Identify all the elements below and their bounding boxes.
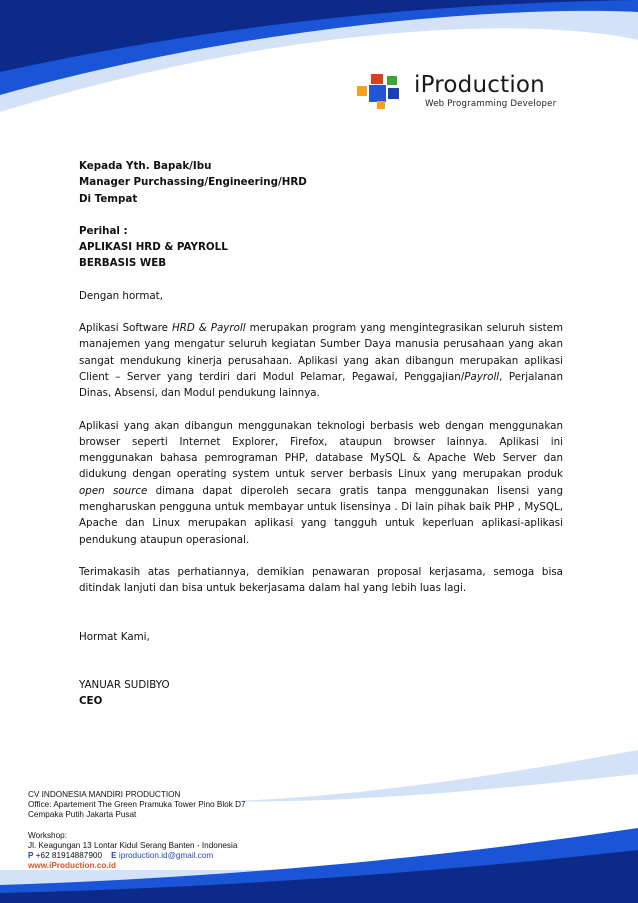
paragraph-closing: Terimakasih atas perhatiannya, demikian penawaran proposal kerjasama, semoga bisa ditindak lanjuti dan bisa untuk bekerjasama dalam hal yang lebih luas lagi. bbox=[79, 565, 563, 595]
recipient-line: Manager Purchassing/Engineering/HRD bbox=[79, 176, 307, 189]
contact-line bbox=[28, 851, 328, 861]
phone-number: +62 81914887900 bbox=[35, 851, 103, 861]
company-name: CV INDONESIA MANDIRI PRODUCTION bbox=[28, 790, 181, 799]
subject-line: APLIKASI HRD & PAYROLL bbox=[79, 241, 228, 254]
paragraph-technology: Aplikasi yang akan dibangun menggunakan teknologi berbasis web dengan menggunakan browser seperti Internet Explorer, Firefox, ataupun browser lainnya. Aplikasi ini menggunakan bahasa pemrograman PHP, database MySQL & Apache Web Server dan didukung dengan operating system untuk server berbasis Linux yang merupakan produk open source dimana dapat diperoleh secara gratis tanpa menggunakan lisensi yang mengharuskan pengguna untuk membayar untuk lisensinya . Di lain pihak baik PHP , MySQL, Apache dan Linux merupakan aplikasi yang tangguh untuk keperluan aplikasi-aplikasi pendukung ataupun operasional. bbox=[79, 419, 563, 546]
signer-name: YANUAR SUDIBYO bbox=[79, 678, 170, 691]
website-link[interactable]: www.iProduction.co.id bbox=[28, 861, 116, 871]
brand-tagline: Web Programming Developer bbox=[425, 99, 557, 109]
office-address-line: Cempaka Putih Jakarta Pusat bbox=[28, 810, 137, 820]
recipient-line: Di Tempat bbox=[79, 192, 138, 205]
workshop-label: Workshop: bbox=[28, 830, 67, 840]
greeting: Dengan hormat, bbox=[79, 289, 163, 302]
office-address-line: Office: Apartement The Green Pramuka Tower Pino Blok D7 bbox=[28, 800, 246, 810]
workshop-address: Jl. Keagungan 13 Lontar Kidul Serang Banten - Indonesia bbox=[28, 840, 238, 850]
company-logo bbox=[357, 74, 567, 114]
logo-squares-icon bbox=[357, 74, 407, 110]
email-label: E bbox=[111, 851, 117, 861]
phone-label: P bbox=[28, 851, 34, 861]
subject-label: Perihal : bbox=[79, 224, 128, 237]
subject-line: BERBASIS WEB bbox=[79, 257, 167, 270]
paragraph-intro: Aplikasi Software HRD & Payroll merupakan program yang mengintegrasikan seluruh sistem manajemen yang mengatur seluruh kegiatan Sumber Daya manusia perusahaan yang akan sangat mendukung kinerja perusahaan. Aplikasi yang akan dibangun merupakan aplikasi Client – Server yang terdiri dari Modul Pelamar, Pegawai, Penggajian/Payroll, Perjalanan Dinas, Absensi, dan Modul pendukung lainnya. bbox=[79, 322, 563, 400]
brand-name: iProduction bbox=[414, 72, 545, 98]
recipient-line: Kepada Yth. Bapak/Ibu bbox=[79, 160, 212, 172]
closing-salutation: Hormat Kami, bbox=[79, 630, 150, 643]
footer-contact bbox=[28, 790, 328, 871]
signer-title: CEO bbox=[79, 695, 103, 708]
letter-body bbox=[79, 158, 563, 709]
email-link[interactable]: iproduction.id@gmail.com bbox=[118, 851, 214, 861]
